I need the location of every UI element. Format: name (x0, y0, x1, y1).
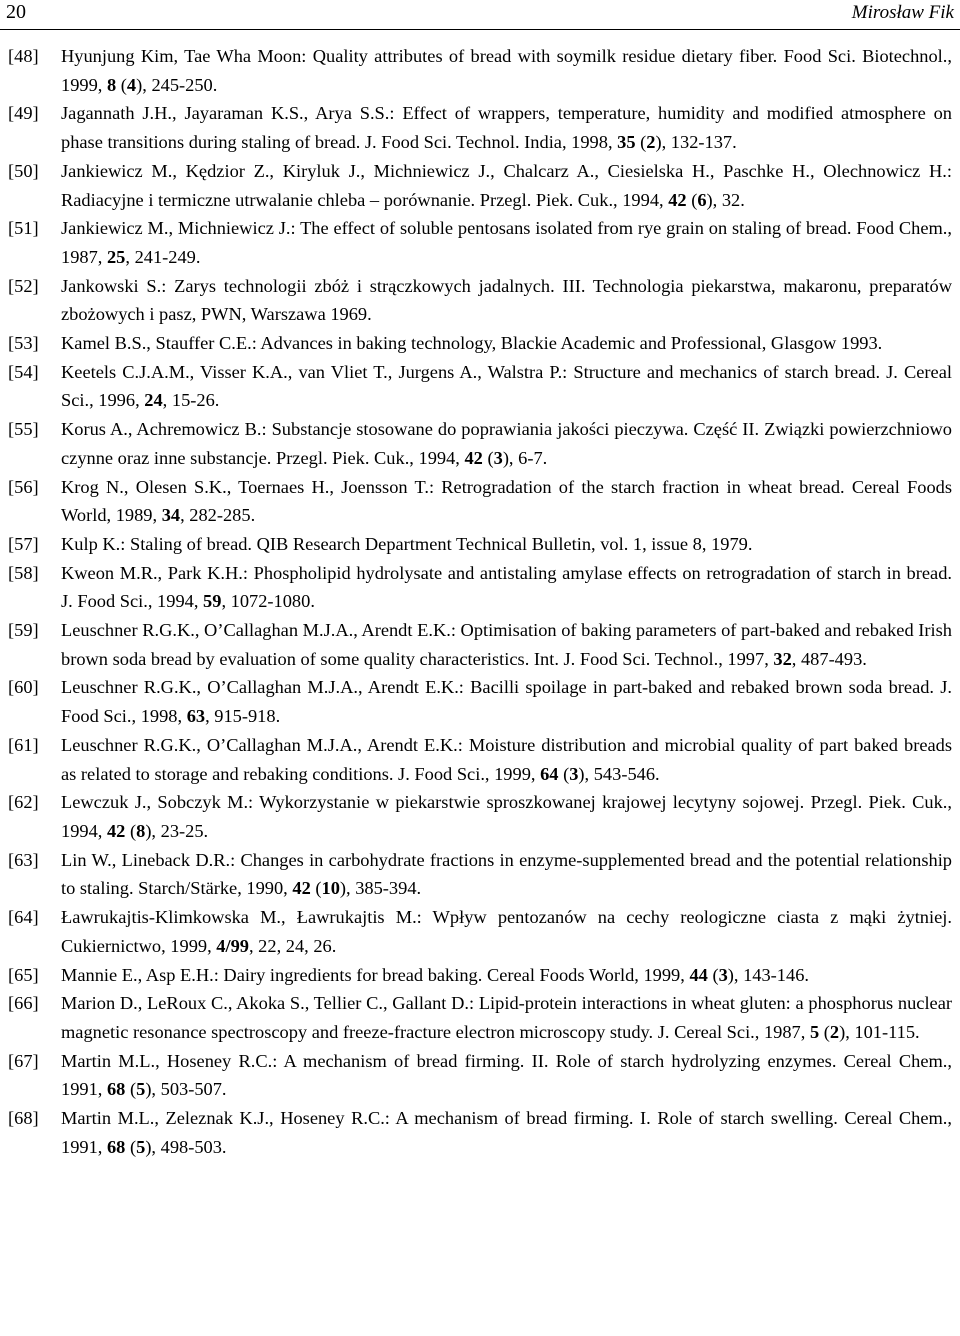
reference-bold-segment: 64 (540, 763, 559, 784)
reference-number: [61] (8, 734, 39, 755)
reference-segment: ( (125, 1136, 137, 1157)
reference-bold-segment: 10 (321, 878, 340, 899)
reference-text (61, 907, 952, 956)
reference-item (0, 989, 960, 1046)
reference-number: [64] (8, 907, 39, 928)
reference-item (0, 961, 960, 990)
reference-bold-segment: 34 (161, 505, 181, 526)
reference-segment: ( (116, 74, 127, 95)
reference-segment: ( (310, 878, 322, 899)
reference-item (0, 846, 960, 903)
reference-segment: ), 101-115. (839, 1021, 920, 1042)
reference-segment: Marion D., LeRoux C., Akoka S., Tellier C., Gallant D.: Lipid-protein interactions in wheat gluten: a phosphorus nuclear magnetic resonance spectroscopy and freeze-fracture electron microscopy study. J. Cereal Sci., 1987, (61, 993, 952, 1042)
reference-item (0, 157, 960, 214)
reference-text (61, 477, 952, 526)
reference-number: [48] (8, 46, 39, 66)
reference-segment: ( (125, 820, 137, 841)
reference-item (0, 42, 960, 99)
reference-segment: ( (558, 763, 570, 784)
reference-text (61, 792, 952, 841)
reference-text (61, 677, 952, 726)
reference-bold-segment: 59 (203, 591, 222, 612)
reference-segment: ( (686, 189, 698, 210)
reference-bold-segment: 5 (136, 1136, 146, 1157)
reference-segment: Jankowski S.: Zarys technologii zbóż i strączkowych jadalnych. III. Technologia piekarstwa, makaronu, preparatów zbożowych i pasz, PWN, Warszawa 1969. (61, 275, 952, 325)
reference-segment: , 282-285. (180, 505, 256, 526)
reference-item (0, 214, 960, 271)
reference-segment: Leuschner R.G.K., O’Callaghan M.J.A., Arendt E.K.: Moisture distribution and microbial quality of part baked breads as related to storage and rebaking conditions. J. Food Sci., 1999, (61, 734, 952, 784)
reference-segment: Keetels C.J.A.M., Visser K.A., van Vliet T., Jurgens A., Walstra P.: Structure and mechanics of starch bread. J. Cereal Sci., 1996, (61, 361, 952, 411)
reference-segment: , 1072-1080. (221, 591, 315, 612)
reference-segment: Leuschner R.G.K., O’Callaghan M.J.A., Arendt E.K.: Bacilli spoilage in part-baked and rebaked brown soda bread. J. Food Sci., 1998, (61, 677, 952, 727)
reference-number: [60] (8, 677, 39, 698)
reference-segment: ( (707, 964, 719, 985)
reference-number: [57] (8, 533, 39, 554)
reference-text (61, 993, 952, 1042)
reference-segment: Kweon M.R., Park K.H.: Phospholipid hydrolysate and antistaling amylase effects on retrogradation of starch in bread. J. Food Sci., 1994, (61, 562, 952, 612)
reference-item (0, 673, 960, 730)
reference-bold-segment: 8 (136, 820, 146, 841)
reference-number: [65] (8, 964, 39, 985)
reference-number: [58] (8, 562, 39, 583)
reference-segment: Krog N., Olesen S.K., Toernaes H., Joensson T.: Retrogradation of the starch fraction in wheat bread. Cereal Foods World, 1989, (61, 476, 952, 526)
page-number: 20 (6, 1, 26, 23)
reference-segment: Lin W., Lineback D.R.: Changes in carbohydrate fractions in enzyme-supplemented bread and the potential relationship to staling. Starch/Stärke, 1990, (61, 849, 952, 899)
reference-bold-segment: 68 (106, 1136, 126, 1157)
reference-segment: ), 23-25. (145, 820, 209, 841)
reference-number: [68] (8, 1108, 39, 1129)
reference-segment: , 915-918. (205, 706, 281, 727)
reference-segment: Ławrukajtis-Klimkowska M., Ławrukajtis M.: Wpływ pentozanów na cechy reologiczne ciasta z mąki żytniej. Cukiernictwo, 1999, (61, 907, 952, 956)
reference-segment: ( (125, 1079, 137, 1100)
reference-segment: , 22, 24, 26. (248, 935, 337, 956)
reference-segment: ( (635, 132, 647, 153)
reference-segment: Korus A., Achremowicz B.: Substancje stosowane do poprawiania jakości pieczywa. Część II. Związki powierzchniowo czynne oraz inne substancje. Przegl. Piek. Cuk., 1994, (61, 419, 952, 468)
reference-text (61, 161, 952, 210)
reference-bold-segment: 5 (136, 1079, 146, 1100)
reference-bold-segment: 42 (292, 878, 311, 899)
reference-number: [51] (8, 218, 39, 239)
reference-bold-segment: 8 (106, 74, 117, 95)
reference-item (0, 903, 960, 960)
reference-bold-segment: 3 (493, 447, 503, 468)
reference-text (61, 850, 952, 899)
reference-number: [52] (8, 275, 39, 296)
reference-segment: ), 143-146. (727, 964, 809, 985)
reference-bold-segment: 42 (106, 820, 126, 841)
reference-bold-segment: 3 (569, 763, 579, 784)
reference-number: [63] (8, 849, 39, 870)
reference-segment: Martin M.L., Hoseney R.C.: A mechanism of bread firming. II. Role of starch hydrolyzing enzymes. Cereal Chem., 1991, (61, 1050, 952, 1100)
reference-number: [49] (8, 103, 39, 124)
reference-text (61, 620, 952, 669)
reference-item (0, 358, 960, 415)
reference-bold-segment: 44 (689, 964, 708, 985)
reference-bold-segment: 35 (617, 132, 636, 153)
reference-item (0, 1047, 960, 1104)
reference-bold-segment: 25 (106, 246, 126, 267)
reference-bold-segment: 4 (126, 74, 137, 95)
reference-item (0, 559, 960, 616)
reference-bold-segment: 4/99 (216, 935, 249, 956)
reference-number: [53] (8, 333, 39, 354)
reference-segment: Jagannath J.H., Jayaraman K.S., Arya S.S.: Effect of wrappers, temperature, humidity and modified atmosphere on phase transitions during staling of bread. J. Food Sci. Technol. India, 1998, (61, 103, 952, 153)
reference-segment: Hyunjung Kim, Tae Wha Moon: Quality attributes of bread with soymilk residue dietary fiber. Food Sci. Biotechnol., 1999, (61, 46, 952, 95)
reference-segment: ), 32. (706, 189, 745, 210)
reference-segment: Lewczuk J., Sobczyk M.: Wykorzystanie w piekarstwie sproszkowanej krajowej lecytyny sojowej. Przegl. Piek. Cuk., 1994, (61, 792, 952, 841)
reference-segment: , 487-493. (791, 648, 867, 669)
reference-item (0, 99, 960, 156)
reference-segment: Jankiewicz M., Kędzior Z., Kiryluk J., Michniewicz J., Chalcarz A., Ciesielska H., Paschke H., Olechnowicz H.: Radiacyjne i termiczne utrwalanie chleba – porównanie. Przegl. Piek. Cuk., 1994, (61, 160, 952, 210)
reference-number: [50] (8, 160, 39, 181)
reference-number: [66] (8, 993, 39, 1014)
reference-segment: ( (482, 447, 494, 468)
reference-bold-segment: 42 (464, 447, 483, 468)
reference-text (61, 419, 952, 468)
reference-bold-segment: 6 (697, 189, 707, 210)
reference-item (0, 616, 960, 673)
reference-bold-segment: 2 (829, 1021, 840, 1042)
reference-text (61, 735, 952, 784)
reference-item (0, 329, 960, 358)
reference-bold-segment: 24 (144, 390, 163, 411)
reference-item (0, 272, 960, 329)
reference-text (61, 534, 752, 554)
reference-segment: Jankiewicz M., Michniewicz J.: The effect of soluble pentosans isolated from rye grain on staling of bread. Food Chem., 1987, (61, 218, 952, 267)
reference-segment: ), 385-394. (339, 878, 422, 899)
reference-text (61, 276, 952, 325)
reference-text (61, 46, 952, 95)
reference-item (0, 731, 960, 788)
reference-text (61, 1051, 952, 1100)
reference-number: [56] (8, 476, 39, 497)
reference-number: [59] (8, 620, 39, 641)
reference-number: [62] (8, 792, 39, 813)
reference-segment: , 241-249. (125, 246, 201, 267)
reference-bold-segment: 63 (186, 706, 206, 727)
reference-segment: Kulp K.: Staling of bread. QIB Research Department Technical Bulletin, vol. 1, issue 8, 1979. (61, 533, 753, 554)
reference-segment: Mannie E., Asp E.H.: Dairy ingredients for bread baking. Cereal Foods World, 1999, (61, 964, 690, 985)
reference-segment: ), 498-503. (145, 1136, 227, 1157)
reference-bold-segment: 68 (106, 1079, 126, 1100)
reference-segment: ), 132-137. (655, 132, 737, 153)
reference-segment: , 15-26. (162, 390, 220, 411)
reference-segment: ), 245-250. (136, 74, 218, 95)
reference-list (0, 42, 960, 1161)
reference-item (0, 473, 960, 530)
reference-text (61, 333, 882, 353)
running-head-author: Mirosław Fik (851, 2, 954, 23)
reference-bold-segment: 2 (646, 132, 656, 153)
reference-segment: ), 6-7. (502, 447, 548, 468)
reference-text (61, 563, 952, 612)
reference-bold-segment: 5 (809, 1021, 820, 1042)
reference-text (61, 218, 952, 267)
reference-segment: Leuschner R.G.K., O’Callaghan M.J.A., Arendt E.K.: Optimisation of baking parameters of part-baked and rebaked Irish brown soda bread by evaluation of some quality characteristics. Int. J. Food Sci. Technol., 1997, (61, 620, 952, 669)
reference-text (61, 965, 809, 985)
reference-item (0, 788, 960, 845)
reference-text (61, 103, 952, 152)
reference-text (61, 362, 952, 411)
reference-bold-segment: 3 (718, 964, 728, 985)
reference-segment: Kamel B.S., Stauffer C.E.: Advances in baking technology, Blackie Academic and Professional, Glasgow 1993. (61, 333, 883, 354)
reference-item (0, 415, 960, 472)
reference-segment: ( (819, 1021, 830, 1042)
page-header (0, 0, 960, 30)
reference-number: [54] (8, 361, 39, 382)
reference-bold-segment: 32 (773, 648, 792, 669)
reference-item (0, 1104, 960, 1161)
reference-segment: ), 543-546. (578, 763, 660, 784)
reference-item (0, 530, 960, 559)
reference-bold-segment: 42 (668, 189, 687, 210)
reference-segment: Martin M.L., Zeleznak K.J., Hoseney R.C.: A mechanism of bread firming. I. Role of starch swelling. Cereal Chem., 1991, (61, 1108, 952, 1157)
reference-segment: ), 503-507. (145, 1079, 227, 1100)
reference-number: [67] (8, 1050, 39, 1071)
reference-text (61, 1108, 952, 1157)
reference-number: [55] (8, 419, 39, 440)
